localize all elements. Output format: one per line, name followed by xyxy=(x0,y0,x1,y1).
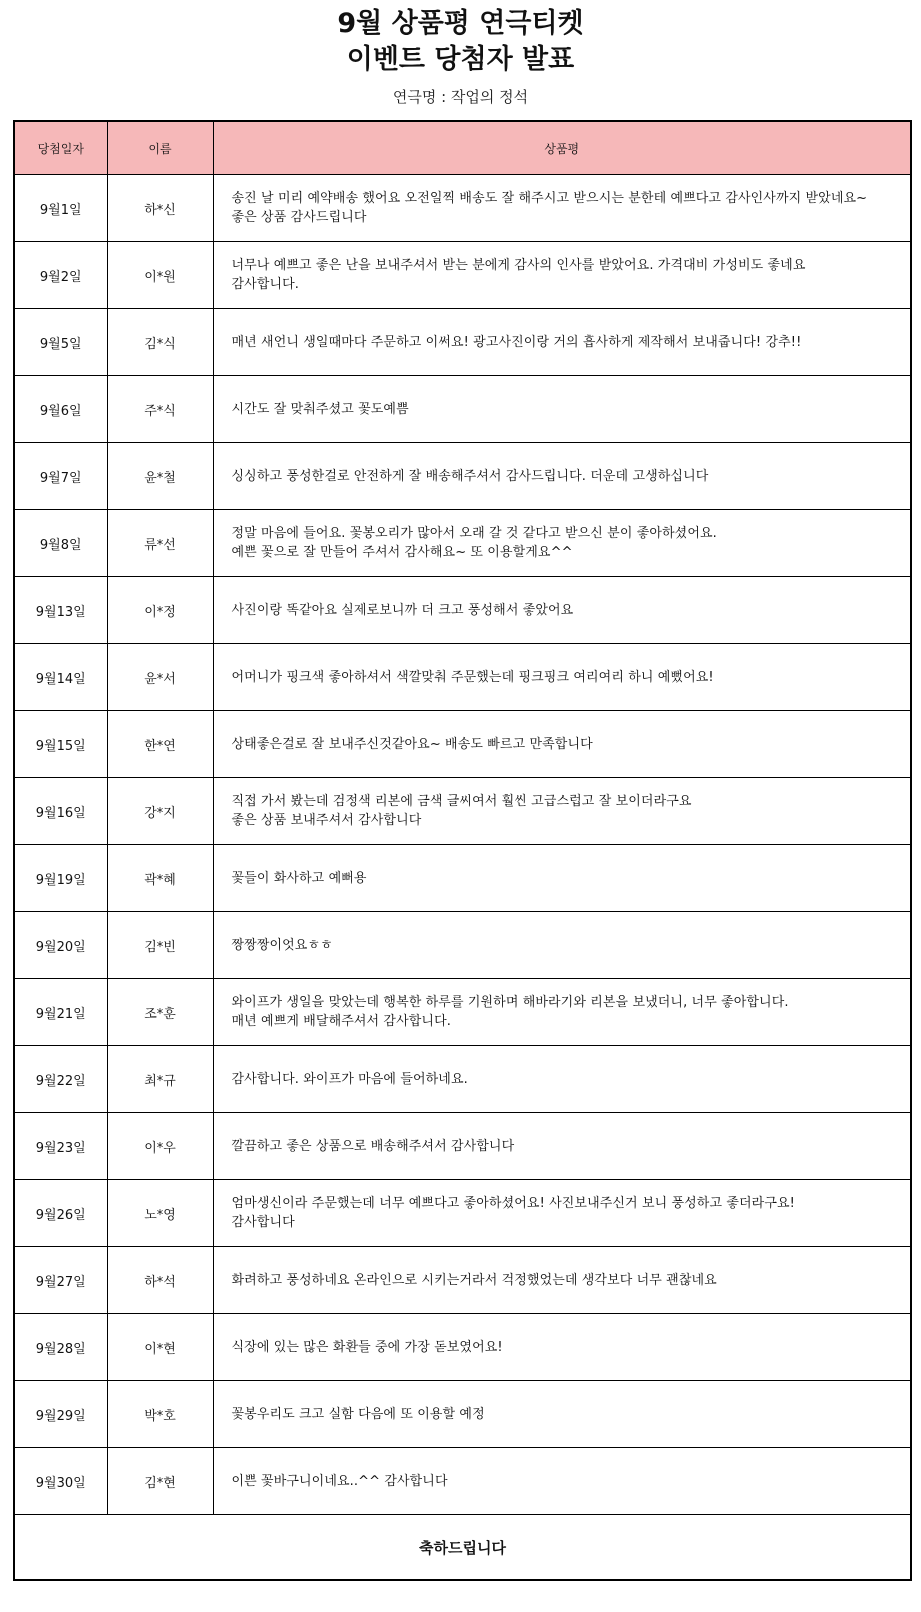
table-header-row xyxy=(14,121,911,175)
table-row xyxy=(14,711,911,778)
row-review xyxy=(213,912,911,979)
review-line: 꽃봉우리도 크고 실함 다음에 또 이용할 예정 xyxy=(231,1406,485,1422)
row-review xyxy=(213,1113,911,1180)
review-line: 싱싱하고 풍성한걸로 안전하게 잘 배송해주셔서 감사드립니다. 더운데 고생하십니다 xyxy=(231,468,709,484)
table-row xyxy=(14,309,911,376)
review-line: 꽃들이 화사하고 예뻐용 xyxy=(231,870,367,886)
review-line: 좋은 상품 감사드립니다 xyxy=(231,210,367,225)
table-row xyxy=(14,1381,911,1448)
row-review xyxy=(213,242,911,309)
row-date: 9월14일 xyxy=(14,644,107,711)
review-line: 엄마생신이라 주문했는데 너무 예쁘다고 좋아하셨어요! 사진보내주신거 보니 풍성하고 좋더라구요! xyxy=(231,1196,795,1211)
row-date: 9월5일 xyxy=(14,309,107,376)
table-row xyxy=(14,1046,911,1113)
review-line: 상태좋은걸로 잘 보내주신것같아요~ 배송도 빠르고 만족합니다 xyxy=(231,736,593,752)
row-name: 곽*혜 xyxy=(107,845,213,912)
row-name: 최*규 xyxy=(107,1046,213,1113)
review-line: 시간도 잘 맞춰주셨고 꽃도예쁨 xyxy=(231,401,409,417)
row-review xyxy=(213,778,911,845)
row-name: 이*현 xyxy=(107,1314,213,1381)
row-name: 박*호 xyxy=(107,1381,213,1448)
table-row xyxy=(14,242,911,309)
congratulations-text: 축하드립니다 xyxy=(14,1515,911,1581)
row-date: 9월30일 xyxy=(14,1448,107,1515)
review-line: 매년 새언니 생일때마다 주문하고 이써요! 광고사진이랑 거의 흡사하게 제작해서 보내줍니다! 강추!! xyxy=(231,334,802,350)
row-name: 강*지 xyxy=(107,778,213,845)
table-row xyxy=(14,577,911,644)
row-name: 류*선 xyxy=(107,510,213,577)
table-row xyxy=(14,912,911,979)
row-date: 9월6일 xyxy=(14,376,107,443)
review-line: 식장에 있는 많은 화환들 중에 가장 돋보였어요! xyxy=(231,1339,503,1355)
row-date: 9월8일 xyxy=(14,510,107,577)
table-row xyxy=(14,644,911,711)
table-row xyxy=(14,1314,911,1381)
review-line: 감사합니다. 와이프가 마음에 들어하네요. xyxy=(231,1071,468,1087)
row-date: 9월2일 xyxy=(14,242,107,309)
row-name: 이*정 xyxy=(107,577,213,644)
table-row xyxy=(14,1247,911,1314)
row-name: 김*현 xyxy=(107,1448,213,1515)
row-name: 김*식 xyxy=(107,309,213,376)
header-date: 당첨일자 xyxy=(14,121,107,175)
row-review xyxy=(213,1381,911,1448)
row-review xyxy=(213,1314,911,1381)
table-row xyxy=(14,845,911,912)
row-date: 9월15일 xyxy=(14,711,107,778)
row-name: 하*석 xyxy=(107,1247,213,1314)
row-review xyxy=(213,1247,911,1314)
table-row xyxy=(14,175,911,242)
row-date: 9월29일 xyxy=(14,1381,107,1448)
review-line: 감사합니다 xyxy=(231,1215,295,1230)
row-name: 이*우 xyxy=(107,1113,213,1180)
row-date: 9월20일 xyxy=(14,912,107,979)
row-date: 9월1일 xyxy=(14,175,107,242)
review-line: 직접 가서 봤는데 검정색 리본에 금색 글씨여서 훨씬 고급스럽고 잘 보이더라구요 xyxy=(231,794,692,809)
row-name: 주*식 xyxy=(107,376,213,443)
row-review xyxy=(213,644,911,711)
table-row xyxy=(14,1448,911,1515)
page-title xyxy=(0,6,921,78)
review-line: 이쁜 꽃바구니이네요..^^ 감사합니다 xyxy=(231,1473,448,1489)
header-review: 상품평 xyxy=(213,121,911,175)
row-date: 9월13일 xyxy=(14,577,107,644)
row-name: 노*영 xyxy=(107,1180,213,1247)
row-review xyxy=(213,577,911,644)
table-row xyxy=(14,1180,911,1247)
row-date: 9월19일 xyxy=(14,845,107,912)
row-review xyxy=(213,443,911,510)
winners-table xyxy=(13,120,912,1581)
table-row xyxy=(14,979,911,1046)
review-line: 좋은 상품 보내주셔서 감사합니다 xyxy=(231,813,422,828)
header-name: 이름 xyxy=(107,121,213,175)
table-footer-row xyxy=(14,1515,911,1581)
review-line: 송진 날 미리 예약배송 했어요 오전일찍 배송도 잘 해주시고 받으시는 분한테 예쁘다고 감사인사까지 받았네요~ xyxy=(231,191,868,206)
review-line: 매년 예쁘게 배달해주셔서 감사합니다. xyxy=(231,1014,451,1029)
review-line: 와이프가 생일을 맞았는데 행복한 하루를 기원하며 해바라기와 리본을 보냈더니, 너무 좋아합니다. xyxy=(231,995,789,1010)
row-review xyxy=(213,175,911,242)
review-line: 감사합니다. xyxy=(231,277,300,292)
row-date: 9월28일 xyxy=(14,1314,107,1381)
review-line: 화려하고 풍성하네요 온라인으로 시키는거라서 걱정했었는데 생각보다 너무 괜찮네요 xyxy=(231,1272,717,1288)
row-date: 9월26일 xyxy=(14,1180,107,1247)
play-name: 연극명 : 작업의 정석 xyxy=(392,88,529,106)
review-line: 짱짱짱이엇요ㅎㅎ xyxy=(231,937,333,953)
row-review xyxy=(213,1448,911,1515)
row-date: 9월23일 xyxy=(14,1113,107,1180)
row-name: 이*원 xyxy=(107,242,213,309)
table-row xyxy=(14,443,911,510)
table-row xyxy=(14,778,911,845)
row-review xyxy=(213,1046,911,1113)
row-date: 9월7일 xyxy=(14,443,107,510)
row-review xyxy=(213,1180,911,1247)
title-line-2: 이벤트 당첨자 발표 xyxy=(346,44,575,75)
row-review xyxy=(213,845,911,912)
review-line: 사진이랑 똑같아요 실제로보니까 더 크고 풍성해서 좋았어요 xyxy=(231,602,574,618)
table-row xyxy=(14,1113,911,1180)
table-row xyxy=(14,376,911,443)
row-review xyxy=(213,711,911,778)
row-date: 9월27일 xyxy=(14,1247,107,1314)
row-review xyxy=(213,979,911,1046)
row-date: 9월22일 xyxy=(14,1046,107,1113)
row-review xyxy=(213,510,911,577)
row-name: 하*신 xyxy=(107,175,213,242)
row-name: 윤*서 xyxy=(107,644,213,711)
row-review xyxy=(213,309,911,376)
review-line: 너무나 예쁘고 좋은 난을 보내주셔서 받는 분에게 감사의 인사를 받았어요. 가격대비 가성비도 좋네요 xyxy=(231,258,806,273)
row-name: 한*연 xyxy=(107,711,213,778)
review-line: 어머니가 핑크색 좋아하셔서 색깔맞춰 주문했는데 핑크핑크 여리여리 하니 예뻤어요! xyxy=(231,669,714,685)
row-date: 9월16일 xyxy=(14,778,107,845)
row-name: 김*빈 xyxy=(107,912,213,979)
review-line: 예쁜 꽃으로 잘 만들어 주셔서 감사해요~ 또 이용할게요^^ xyxy=(231,545,573,560)
review-line: 정말 마음에 들어요. 꽃봉오리가 많아서 오래 갈 것 같다고 받으신 분이 좋아하셨어요. xyxy=(231,526,717,541)
row-name: 조*훈 xyxy=(107,979,213,1046)
table-body xyxy=(14,175,911,1515)
title-line-1: 9월 상품평 연극티켓 xyxy=(337,8,584,39)
review-line: 깔끔하고 좋은 상품으로 배송해주셔서 감사합니다 xyxy=(231,1138,515,1154)
table-row xyxy=(14,510,911,577)
row-review xyxy=(213,376,911,443)
row-date: 9월21일 xyxy=(14,979,107,1046)
row-name: 윤*철 xyxy=(107,443,213,510)
